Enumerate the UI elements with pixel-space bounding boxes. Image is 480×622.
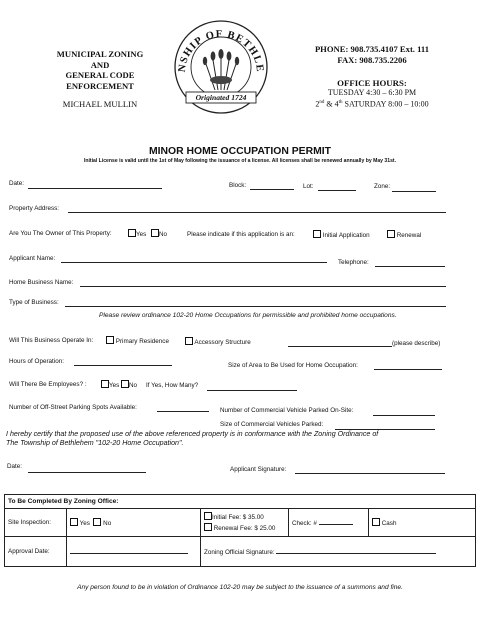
applicant-signature-field[interactable] xyxy=(295,473,445,474)
employees-no-checkbox[interactable] xyxy=(121,380,129,388)
employees-yes-checkbox[interactable] xyxy=(101,380,109,388)
seal-arc-text: NSHIP OF BETHLE xyxy=(176,28,266,74)
phone-text: PHONE: 908.735.4107 Ext. 111 xyxy=(314,44,430,54)
date-label: Date: xyxy=(9,180,25,187)
how-many-label: If Yes, How Many? xyxy=(146,382,199,389)
site-inspection-yes-label: Yes xyxy=(79,520,90,527)
certification-line-2: The Township of Bethlehem "102-20 Home Occupation". xyxy=(6,438,184,447)
office-line: MUNICIPAL ZONING xyxy=(56,49,144,59)
business-type-label: Type of Business: xyxy=(9,299,59,306)
zone-field[interactable] xyxy=(392,191,436,192)
approval-date-field[interactable] xyxy=(70,548,188,554)
initial-application-option: Initial Application xyxy=(313,230,370,239)
date-field[interactable] xyxy=(28,188,162,189)
initial-fee-checkbox[interactable] xyxy=(204,512,212,520)
office-name-block xyxy=(30,49,170,91)
initial-fee-option xyxy=(204,512,285,523)
contact-block xyxy=(282,44,462,65)
hours-operation-field[interactable] xyxy=(74,365,172,366)
parking-label: Number of Off-Street Parking Spots Available: xyxy=(9,404,137,411)
owner-no-checkbox[interactable] xyxy=(151,229,159,237)
official-signature-cell xyxy=(201,537,476,567)
ordinance-note: Please review ordinance 102-20 Home Occupations for permissible and prohibited home occupations. xyxy=(99,312,397,319)
site-inspection-no-label: No xyxy=(103,520,112,527)
property-address-field[interactable] xyxy=(68,212,446,213)
owner-yes-option: Yes xyxy=(128,229,146,238)
business-name-label: Home Business Name: xyxy=(9,279,74,286)
application-type-question: Please indicate if this application is an: xyxy=(187,231,295,238)
telephone-field[interactable] xyxy=(375,266,445,267)
vehicle-size-label: Size of Commercial Vehicles Parked: xyxy=(220,421,324,428)
owner-no-option: No xyxy=(151,229,167,238)
check-label: Check: # xyxy=(292,519,317,527)
accessory-structure-checkbox[interactable] xyxy=(185,337,193,345)
cash-cell xyxy=(369,509,476,537)
form-subtitle: Initial License is valid until the 1st of May following the issuance of a license. All licenses shall be renewed annually by May 31st. xyxy=(83,158,397,164)
telephone-label: Telephone: xyxy=(338,259,369,266)
violation-note: Any person found to be in violation of Ordinance 102-20 may be subject to the issuance of a summons and fine. xyxy=(77,584,403,591)
please-describe-text: (please describe) xyxy=(392,340,441,347)
initial-fee-text: Initial Fee: $ 35.00 xyxy=(212,513,264,521)
site-inspection-options xyxy=(67,509,201,537)
official-signature-field[interactable] xyxy=(276,548,436,554)
owner-yes-checkbox[interactable] xyxy=(128,229,136,237)
hours-block xyxy=(282,78,462,110)
zone-label: Zone: xyxy=(374,183,391,190)
office-use-table xyxy=(4,494,476,567)
employees-yes-option: Yes xyxy=(101,380,119,389)
approval-date-cell xyxy=(67,537,201,567)
hours-line-2: 2nd & 4th SATURDAY 8:00 – 10:00 xyxy=(315,99,429,109)
cash-label: Cash xyxy=(381,520,397,527)
employees-no-option: No xyxy=(121,380,137,389)
approval-date-label: Approval Date: xyxy=(5,537,67,567)
applicant-signature-label: Applicant Signature: xyxy=(230,466,287,473)
area-size-field[interactable] xyxy=(374,369,442,370)
accessory-structure-option: Accessory Structure xyxy=(185,337,251,346)
hours-operation-label: Hours of Operation: xyxy=(9,358,64,365)
initial-application-checkbox[interactable] xyxy=(313,230,321,238)
renewal-fee-option xyxy=(204,523,285,534)
operate-in-label: Will This Business Operate In: xyxy=(9,337,94,344)
commercial-vehicles-label: Number of Commercial Vehicle Parked On-Site: xyxy=(220,407,354,414)
business-type-field[interactable] xyxy=(65,306,446,307)
sign-date-field[interactable] xyxy=(28,472,146,473)
cash-checkbox[interactable] xyxy=(372,518,380,526)
seal-banner-text: Originated 1724 xyxy=(195,93,247,102)
renewal-fee-text: Renewal Fee: $ 25.00 xyxy=(213,524,276,532)
how-many-field[interactable] xyxy=(207,390,297,391)
primary-residence-option: Primary Residence xyxy=(106,336,169,345)
official-signature-label: Zoning Official Signature: xyxy=(204,548,275,556)
certification-line-1: I hereby certify that the proposed use of the above referenced property is in conformance with the Zoning Ordinance of xyxy=(6,430,379,438)
township-seal xyxy=(172,18,270,116)
block-field[interactable] xyxy=(250,189,294,190)
fee-cell xyxy=(201,509,289,537)
block-label: Block: xyxy=(229,182,247,189)
property-address-label: Property Address: xyxy=(9,205,60,212)
office-use-heading: To Be Completed By Zoning Office: xyxy=(5,495,476,509)
office-line: AND xyxy=(90,59,110,70)
owner-question: Are You The Owner of This Property: xyxy=(9,230,112,237)
applicant-name-field[interactable] xyxy=(61,262,327,263)
certification-statement xyxy=(6,430,378,447)
lot-field[interactable] xyxy=(318,190,356,191)
area-size-label: Size of Area to Be Used for Home Occupation: xyxy=(228,362,358,369)
form-title: MINOR HOME OCCUPATION PERMIT xyxy=(148,146,332,157)
primary-residence-checkbox[interactable] xyxy=(106,336,114,344)
officer-name: MICHAEL MULLIN xyxy=(62,99,138,109)
check-cell xyxy=(289,509,369,537)
applicant-name-label: Applicant Name: xyxy=(9,255,56,262)
parking-field[interactable] xyxy=(157,411,209,412)
site-inspection-yes-checkbox[interactable] xyxy=(70,518,78,526)
accessory-description-field[interactable] xyxy=(288,346,392,347)
renewal-option: Renewal xyxy=(387,230,421,239)
check-number-field[interactable] xyxy=(319,519,353,525)
business-name-field[interactable] xyxy=(80,286,446,287)
renewal-fee-checkbox[interactable] xyxy=(204,523,212,531)
sign-date-label: Date: xyxy=(7,463,23,470)
fax-text: FAX: 908.735.2206 xyxy=(337,54,407,65)
lot-label: Lot: xyxy=(303,183,314,190)
office-line: ENFORCEMENT xyxy=(66,80,134,91)
employees-question: Will There Be Employees? : xyxy=(9,381,87,388)
renewal-checkbox[interactable] xyxy=(387,230,395,238)
site-inspection-no-checkbox[interactable] xyxy=(93,518,101,526)
hours-line-1: TUESDAY 4:30 – 6:30 PM xyxy=(327,88,417,97)
hours-title: OFFICE HOURS: xyxy=(337,78,407,88)
site-inspection-label: Site Inspection: xyxy=(5,509,67,537)
office-line: GENERAL CODE xyxy=(65,70,135,80)
commercial-vehicles-field[interactable] xyxy=(373,415,435,416)
